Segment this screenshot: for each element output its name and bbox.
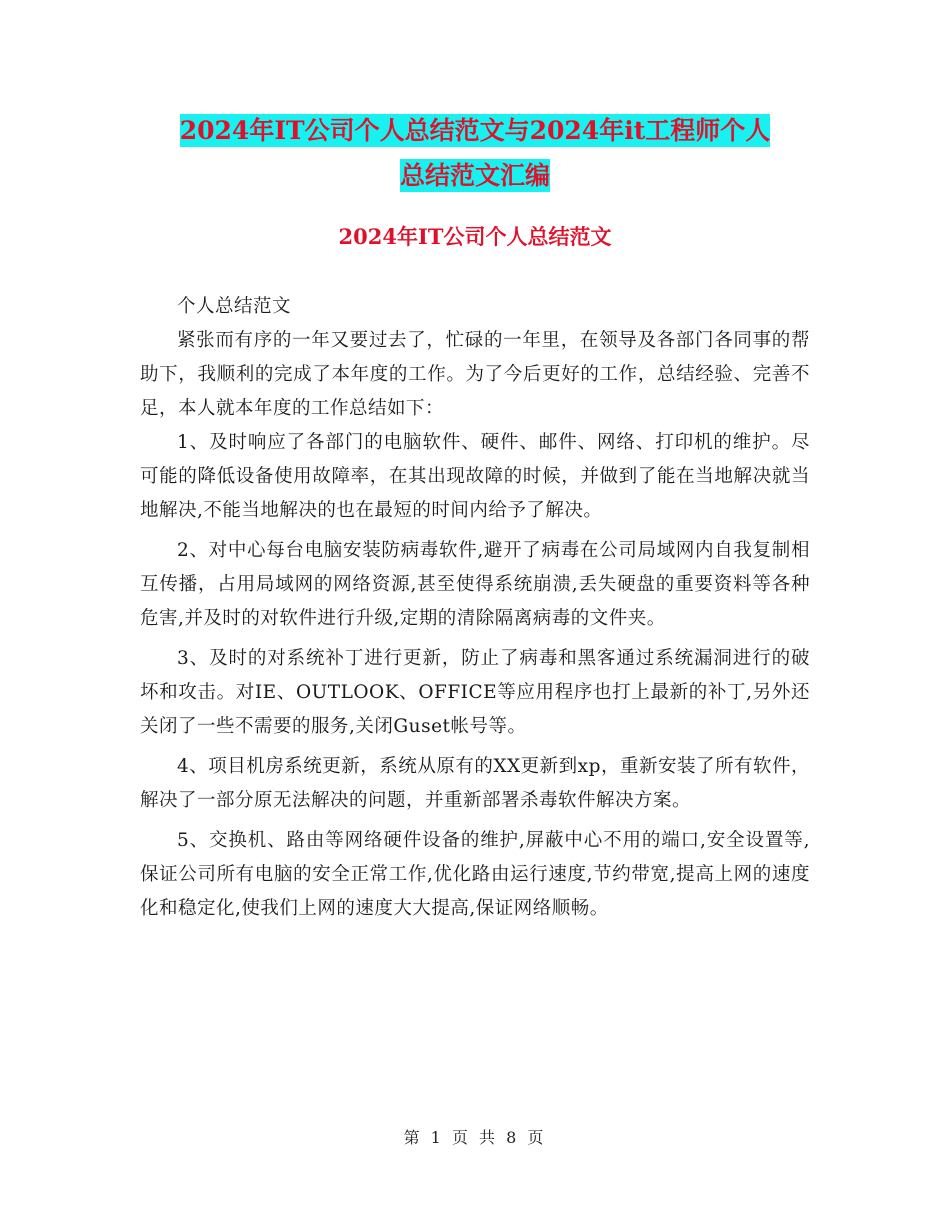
section-title: 2024年IT公司个人总结范文 <box>338 224 612 249</box>
page-footer: 第 1 页 共 8 页 <box>403 1128 547 1147</box>
paragraph-item-5: 5、交换机、路由等网络硬件设备的维护,屏蔽中心不用的端口,安全设置等,保证公司所有电脑的安全正常工作,优化路由运行速度,节约带宽,提高上网的速度化和稳定化,使我们上网的速度大大提高,保证网络顺畅。 <box>140 830 810 919</box>
paragraph-intro: 紧张而有序的一年又要过去了，忙碌的一年里，在领导及各部门各同事的帮助下，我顺利的完成了本年度的工作。为了今后更好的工作，总结经验、完善不足，本人就本年度的工作总结如下： <box>140 330 810 419</box>
document-title-line-1: 2024年IT公司个人总结范文与2024年it工程师个人 <box>179 116 771 145</box>
document-title <box>140 108 810 198</box>
document-body <box>140 290 810 926</box>
paragraph-item-1: 1、及时响应了各部门的电脑软件、硬件、邮件、网络、打印机的维护。尽可能的降低设备使用故障率，在其出现故障的时候，并做到了能在当地解决就当地解决,不能当地解决的也在最短的时间内给予了解决。 <box>140 432 810 521</box>
paragraph-heading: 个人总结范文 <box>177 296 292 317</box>
document-title-line-2: 总结范文汇编 <box>399 161 550 190</box>
paragraph-item-2: 2、对中心每台电脑安装防病毒软件,避开了病毒在公司局域网内自我复制相互传播，占用局域网的网络资源,甚至使得系统崩溃,丢失硬盘的重要资料等各种危害,并及时的对软件进行升级,定期的清除隔离病毒的文件夹。 <box>140 540 810 629</box>
paragraph-item-3: 3、及时的对系统补丁进行更新，防止了病毒和黑客通过系统漏洞进行的破坏和攻击。对IE、OUTLOOK、OFFICE等应用程序也打上最新的补丁,另外还关闭了一些不需要的服务,关闭Guset帐号等。 <box>140 648 810 737</box>
paragraph-item-4: 4、项目机房系统更新，系统从原有的XX更新到xp，重新安装了所有软件，解决了一部分原无法解决的问题，并重新部署杀毒软件解决方案。 <box>140 756 810 811</box>
